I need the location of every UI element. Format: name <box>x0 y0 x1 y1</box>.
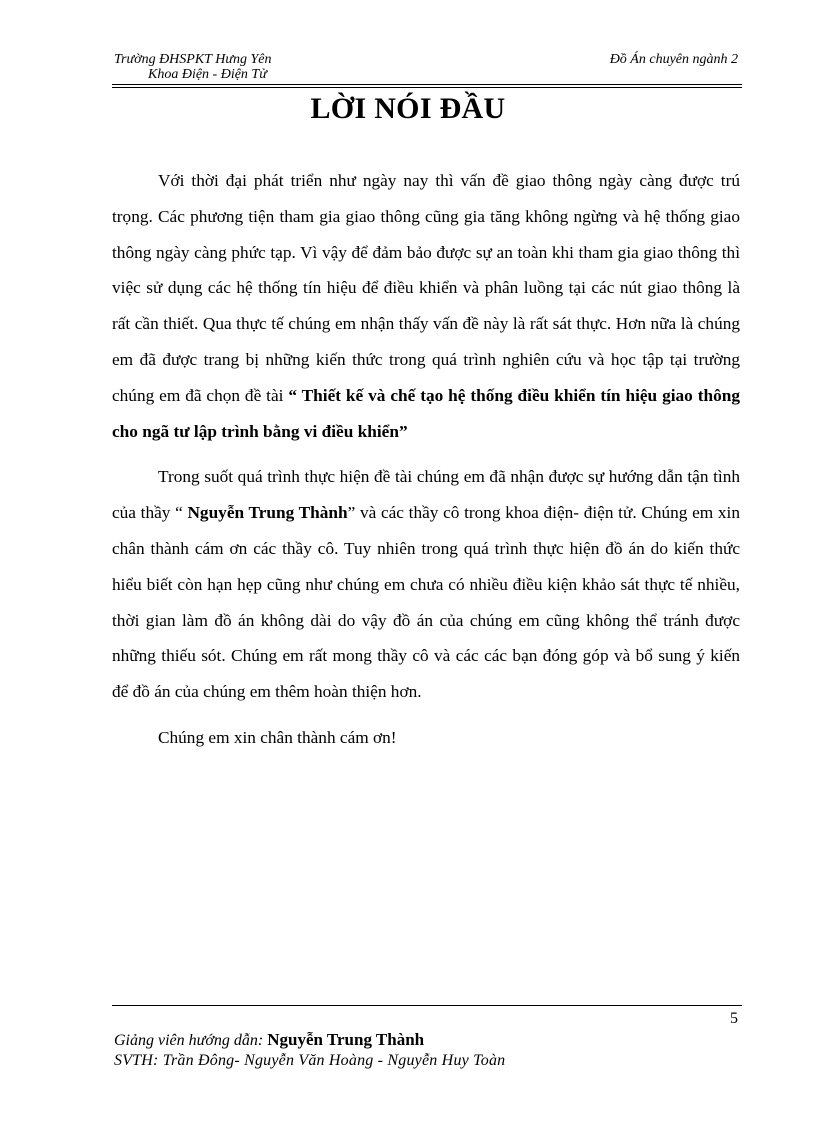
project-topic: “ Thiết kế và chế tạo hệ thống điều khiển tín hiệu giao thông cho ngã tư lập trình bằng vi điều khiển” <box>112 385 740 441</box>
paragraph-2-before: Trong suốt quá trình thực hiện đề tài chúng em đã nhận được sự hướng dẫn tận tình của thầy “ <box>112 467 740 523</box>
header-divider <box>112 84 742 85</box>
page-title: LỜI NÓI ĐẦU <box>310 92 506 125</box>
paragraph-2-after: ” và các thầy cô trong khoa điện- điện tử. Chúng em xin chân thành cám ơn các thầy cô. Tuy nhiên trong quá trình thực hiện đồ án do kiến thức hiểu biết còn hạn hẹp cũng như chúng em chưa có nhiều điều kiện khảo sát thực tế nhiều, thời gian làm đồ án không dài do vậy đồ án của chúng em cũng không thể tránh được những thiếu sót. Chúng em rất mong thầy cô và các các bạn đóng góp và bổ sung ý kiến để đồ án của chúng em thêm hoàn thiện hơn. <box>112 503 740 702</box>
footer-advisor <box>114 1030 424 1050</box>
header-project: Đồ Án chuyên ngành 2 <box>609 52 738 67</box>
header-divider-thin <box>112 87 742 88</box>
document-body <box>112 163 740 766</box>
advisor-name: Nguyễn Trung Thành <box>267 1030 425 1049</box>
paragraph-1-text: Với thời đại phát triển như ngày nay thì vấn đề giao thông ngày càng được trú trọng. Các phương tiện tham gia giao thông cũng gia tăng không ngừng và hệ thống giao thông ngày càng phức tạp. Vì vậy để đảm bảo được sự an toàn khi tham gia giao thông thì việc sử dụng các hệ thống tín hiệu để điều khiển và phân luồng tại các nút giao thông là rất cần thiết. Qua thực tế chúng em nhận thấy vấn đề này là rất sát thực. Hơn nữa là chúng em đã được trang bị những kiến thức trong quá trình nghiên cứu và học tập tại trường chúng em đã chọn đề tài <box>112 171 740 405</box>
advisor-label: Giảng viên hướng dẫn: <box>114 1032 268 1049</box>
footer-students: SVTH: Trần Đông- Nguyễn Văn Hoàng - Nguyễn Huy Toàn <box>114 1052 506 1069</box>
advisor-name-inline: Nguyễn Trung Thành <box>187 503 348 523</box>
header-school <box>114 52 271 82</box>
page-number: 5 <box>730 1010 738 1027</box>
header-school-line2: Khoa Điện - Điện Tử <box>148 67 267 82</box>
paragraph-3: Chúng em xin chân thành cám ơn! <box>158 727 397 747</box>
paragraph-2 <box>112 459 740 710</box>
header-school-line1: Trường ĐHSPKT Hưng Yên <box>114 52 272 67</box>
paragraph-1 <box>112 163 740 449</box>
footer-divider <box>112 1005 742 1006</box>
